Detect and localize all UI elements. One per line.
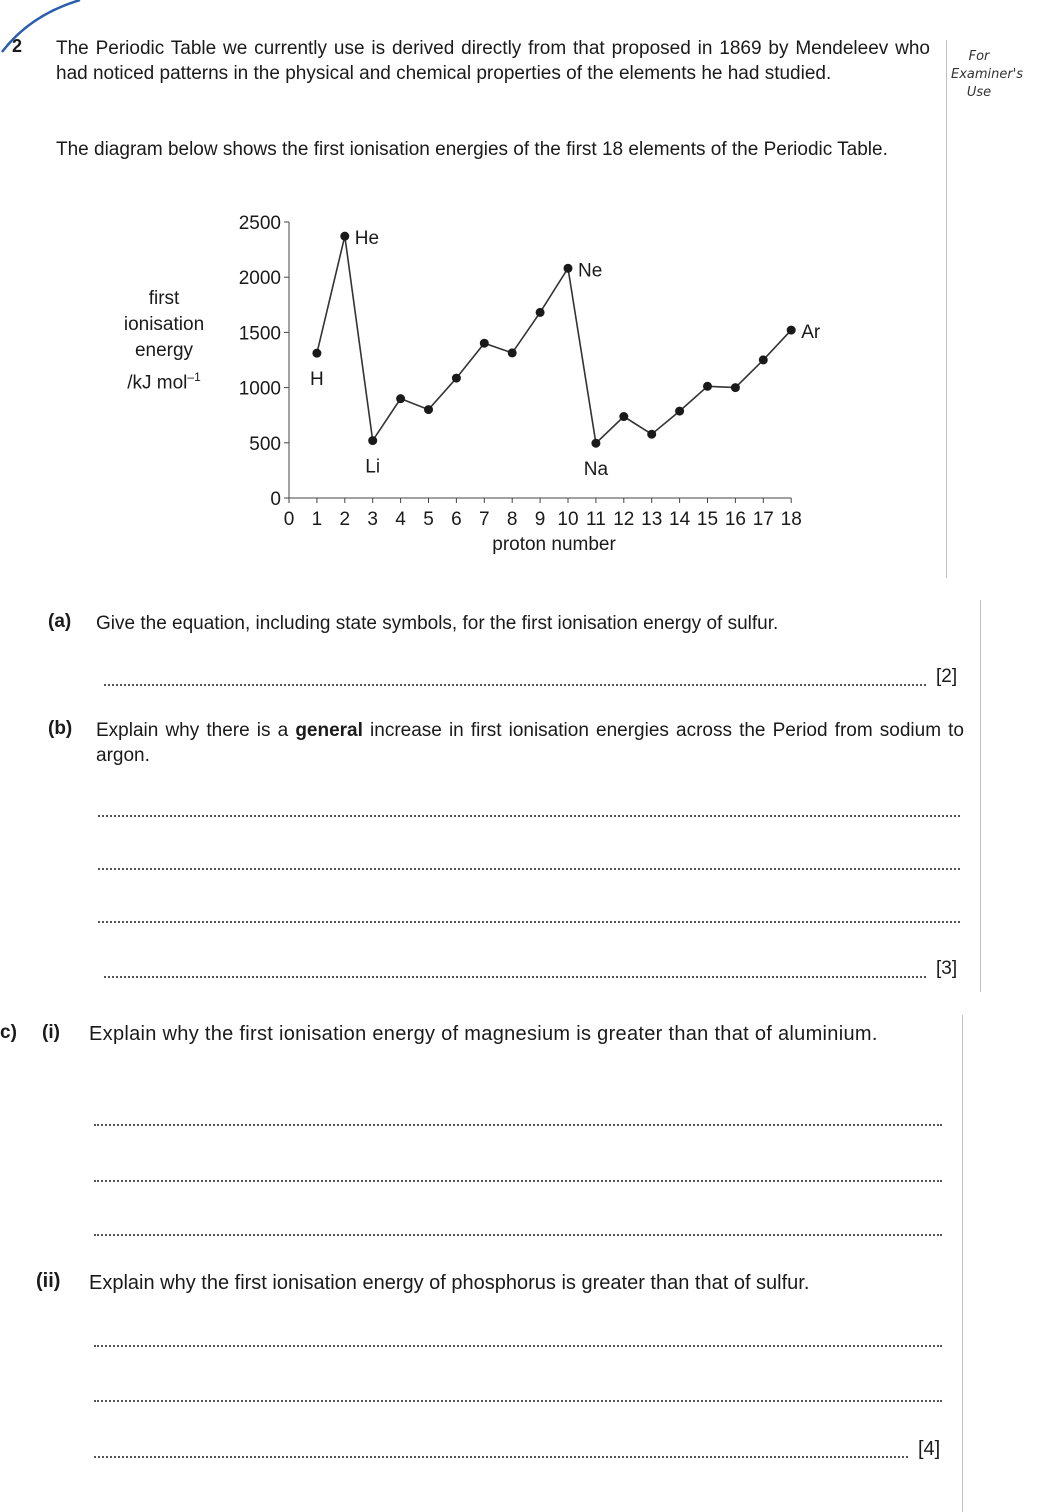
- data-point: [619, 412, 628, 421]
- x-axis-label: proton number: [492, 534, 616, 555]
- part-b-answer-line-2[interactable]: [98, 868, 960, 870]
- part-b-text-1: Explain why there is a: [96, 720, 296, 741]
- x-tick-label: 5: [423, 509, 434, 530]
- data-point: [647, 430, 656, 439]
- part-b-text-2: increase in first ionisation energies across the Period from sodium to argon.: [96, 720, 965, 766]
- part-b-question: [96, 718, 964, 768]
- x-tick-label: 11: [586, 509, 606, 530]
- x-tick-label: 9: [534, 509, 546, 530]
- point-label-h: H: [310, 369, 324, 391]
- x-tick-label: 13: [641, 509, 663, 530]
- data-point: [396, 394, 405, 403]
- data-point: [508, 348, 517, 357]
- x-tick-label: 10: [557, 509, 579, 530]
- data-point: [368, 436, 377, 445]
- examiner-line-1: For: [968, 49, 990, 64]
- y-axis-label-line-3: energy: [134, 340, 194, 361]
- x-tick-label: 0: [283, 509, 295, 530]
- data-point: [452, 374, 461, 383]
- part-b-answer-line-1[interactable]: [98, 815, 960, 817]
- part-a-label: (a): [48, 611, 72, 632]
- part-c-i-answer-line-2[interactable]: [94, 1180, 942, 1182]
- part-c-i-answer-line-1[interactable]: [94, 1124, 942, 1126]
- y-tick-label: 0: [270, 489, 281, 510]
- point-label-li: Li: [365, 456, 381, 478]
- data-point: [787, 326, 796, 335]
- x-tick-label: 1: [311, 509, 323, 530]
- x-tick-label: 4: [395, 509, 406, 530]
- margin-line: [946, 40, 947, 578]
- y-tick-label: 1500: [238, 323, 281, 345]
- part-c-i-answer-line-3[interactable]: [94, 1234, 942, 1236]
- intro-paragraph-1: The Periodic Table we currently use is derived directly from that proposed in 1869 by Mendeleev who had noticed patterns in the physical and chemical properties of the elements he had studied.: [56, 38, 930, 84]
- part-c-ii-answer-line-2[interactable]: [94, 1400, 942, 1402]
- data-point: [759, 355, 768, 364]
- x-tick-label: 14: [669, 509, 691, 530]
- data-point: [536, 308, 545, 317]
- y-axis-unit-exponent: –1: [187, 370, 201, 384]
- y-axis-label-line-2: ionisation: [123, 314, 205, 335]
- data-point: [731, 383, 740, 392]
- part-b-answer-line-3[interactable]: [98, 921, 960, 923]
- x-tick-label: 8: [506, 509, 518, 530]
- part-c-ii-question: Explain why the first ionisation energy of phosphorus is greater than that of sulfur.: [89, 1272, 810, 1294]
- part-c-marks: [4]: [918, 1438, 941, 1460]
- part-a-marks: [2]: [936, 666, 958, 687]
- ionisation-energy-chart: [0, 200, 900, 570]
- data-point: [675, 407, 684, 416]
- part-b-label: (b): [48, 718, 73, 739]
- data-point: [424, 405, 433, 414]
- x-tick-label: 17: [752, 509, 774, 530]
- part-c-i-label: (i): [42, 1022, 60, 1043]
- x-tick-label: 18: [780, 509, 802, 530]
- part-b-answer-line-4[interactable]: [104, 976, 926, 978]
- x-tick-label: 15: [696, 509, 719, 530]
- data-point: [480, 339, 489, 348]
- y-axis-label-line-1: first: [148, 288, 180, 309]
- margin-line-3: [962, 1015, 963, 1512]
- y-tick-label: 500: [249, 433, 281, 455]
- data-point: [591, 439, 600, 448]
- y-axis-unit: /kJ mol: [127, 372, 188, 394]
- point-label-ne: Ne: [578, 260, 603, 282]
- series-line: [317, 236, 791, 443]
- question-number: 2: [12, 36, 23, 56]
- point-label-ar: Ar: [801, 322, 821, 344]
- data-point: [312, 349, 321, 358]
- part-a-question: Give the equation, including state symbols, for the first ionisation energy of sulfur.: [96, 613, 779, 634]
- examiner-line-2: Examiner's: [951, 67, 1024, 82]
- x-tick-label: 16: [724, 509, 746, 530]
- margin-line-2: [980, 600, 981, 992]
- part-a-answer-line[interactable]: [104, 684, 926, 686]
- intro-paragraph-2: The diagram below shows the first ionisation energies of the first 18 elements of the Periodic Table.: [56, 139, 888, 160]
- point-label-he: He: [354, 228, 380, 250]
- y-tick-label: 2000: [238, 268, 281, 290]
- part-c-ii-answer-line-1[interactable]: [94, 1345, 942, 1347]
- x-tick-label: 7: [479, 509, 490, 530]
- part-b-marks: [3]: [936, 958, 958, 979]
- data-point: [564, 264, 573, 273]
- part-c-label: c): [0, 1022, 17, 1043]
- examiner-use-label: [944, 48, 1024, 102]
- part-b-emphasis: general: [295, 720, 363, 741]
- part-c-ii-label: (ii): [36, 1270, 61, 1292]
- point-label-na: Na: [583, 459, 609, 481]
- x-tick-label: 12: [613, 509, 635, 530]
- y-tick-label: 1000: [238, 378, 281, 400]
- x-tick-label: 6: [451, 509, 462, 530]
- x-tick-label: 3: [367, 509, 378, 530]
- data-point: [703, 382, 712, 391]
- x-tick-label: 2: [339, 509, 351, 530]
- part-c-ii-answer-line-3[interactable]: [94, 1456, 908, 1458]
- examiner-line-3: Use: [966, 85, 992, 100]
- part-c-i-question: Explain why the first ionisation energy of magnesium is greater than that of aluminium.: [89, 1023, 878, 1045]
- data-point: [340, 232, 349, 241]
- y-tick-label: 2500: [238, 213, 281, 234]
